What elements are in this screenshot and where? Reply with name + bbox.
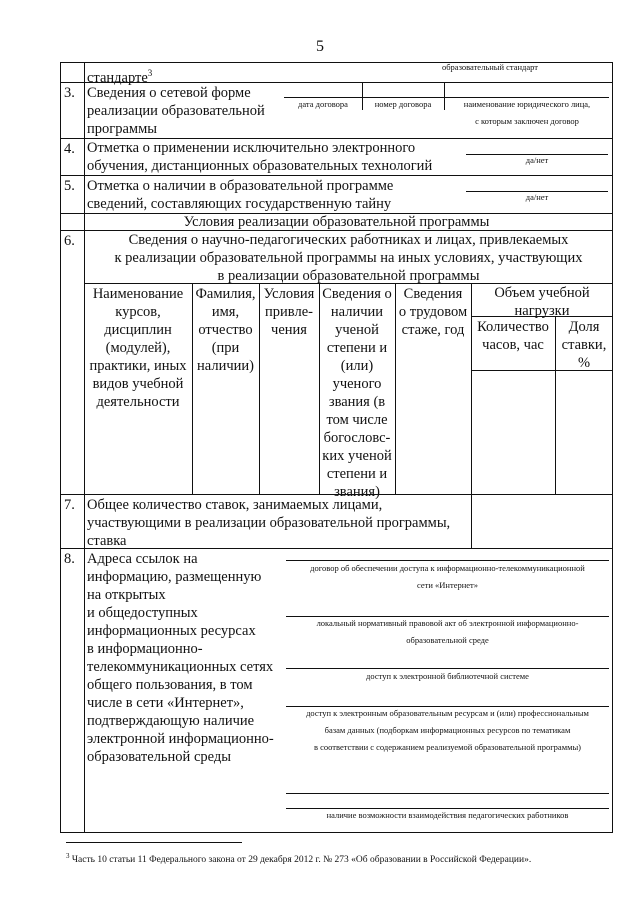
col-header-workload: Объем учебной нагрузки xyxy=(494,285,590,319)
row3-number: 3. xyxy=(64,85,75,101)
col-header-hours: Количество часов, час xyxy=(477,319,549,353)
row7-number: 7. xyxy=(64,497,75,513)
col-header-degree: Сведения о наличии ученой степени и (или) ученого звания (в том числе богословс- ких ученой степени и звания) xyxy=(322,286,392,500)
row3-label: Сведения о сетевой форме реализации образовательной программы xyxy=(87,85,265,137)
col-header-conditions: Условия привле- чения xyxy=(263,286,315,338)
row6-title: Сведения о научно-педагогических работниках и лицах, привлекаемых к реализации образовательной программы на иных условиях, участвующих в реализации образовательной программы xyxy=(114,232,583,284)
row3-caption-entity-2: с которым заключен договор xyxy=(475,116,579,126)
row8-caption-local-act: локальный нормативный правовой акт об электронной информационно- образовательной среде xyxy=(316,618,579,645)
row4-caption: да/нет xyxy=(525,155,549,165)
row2-caption: образовательный стандарт xyxy=(441,62,538,72)
row8-caption-interaction: наличие возможности взаимодействия педагогических работников xyxy=(326,810,569,820)
col-header-experience: Сведения о трудовом стаже, год xyxy=(398,286,468,338)
row8-number: 8. xyxy=(64,551,75,567)
col-header-rate-share: Доля ставки, % xyxy=(561,319,607,371)
row8-label: Адреса ссылок на информацию, размещенную на открытых и общедоступных информационных ресурсах в информационно- телекоммуникационных сетях общего пользования, в том числе в сети «Интернет», подтверждающую наличие электронной информационно- образовательной среды xyxy=(87,551,274,765)
footnote: $^3$ Часть 10 статьи 11 Федерального закона от 29 декабря 2012 г. № 273 «Об образовании в Российской Федерации». xyxy=(66,852,532,866)
row3-caption-number: номер договора xyxy=(374,99,432,109)
row3-caption-date: дата договора xyxy=(298,99,348,109)
row5-caption: да/нет xyxy=(525,192,549,202)
section-title: Условия реализации образовательной программы xyxy=(183,214,490,230)
row8-caption-resources: доступ к электронным образовательным ресурсам и (или) профессиональным базам данных (подборкам информационных ресурсов по тематикам в соответствии с содержанием реализуемой образовательной программы) xyxy=(306,708,589,752)
row7-label: Общее количество ставок, занимаемых лицами, участвующими в реализации образовательной программы, ставка xyxy=(87,497,451,549)
col-header-fullname: Фамилия, имя, отчество (при наличии) xyxy=(195,286,256,374)
page-number: 5 xyxy=(316,38,324,55)
row3-caption-entity: наименование юридического лица, xyxy=(463,99,591,109)
row5-label: Отметка о наличии в образовательной программе сведений, составляющих государственную тайну xyxy=(87,178,394,212)
col-header-courses: Наименование курсов, дисциплин (модулей), практики, иных видов учебной деятельности xyxy=(89,286,187,410)
row6-number: 6. xyxy=(64,233,75,249)
row2-label: стандарте$^3$ xyxy=(87,68,153,86)
row8-caption-library: доступ к электронной библиотечной системе xyxy=(366,671,529,681)
row4-number: 4. xyxy=(64,141,75,157)
row8-caption-internet: договор об обеспечении доступа к информационно-телекоммуникационной сети «Интернет» xyxy=(310,563,585,590)
row5-number: 5. xyxy=(64,178,75,194)
row4-label: Отметка о применении исключительно электронного обучения, дистанционных образовательных технологий xyxy=(87,140,433,174)
